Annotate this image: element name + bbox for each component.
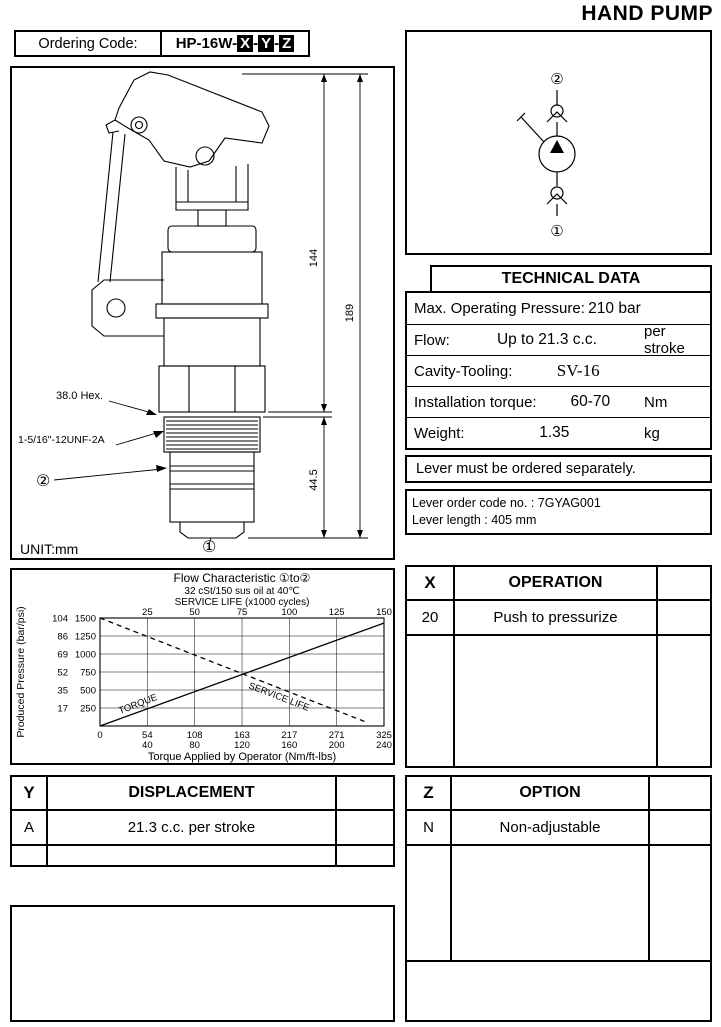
- y-tick-bar: 17: [57, 703, 68, 715]
- y-tick-psi: 500: [80, 685, 96, 697]
- row-label: Cavity-Tooling:: [414, 362, 513, 380]
- operation-side-cell: [656, 567, 710, 599]
- row-unit: per stroke: [644, 323, 685, 357]
- y-tick-bar: 35: [57, 685, 68, 697]
- ordering-dash-2: -: [274, 35, 280, 52]
- row-value: 1.35: [539, 424, 570, 441]
- x-tick-nm: 54: [142, 730, 153, 741]
- x-tick-ftlbs: 160: [281, 740, 298, 751]
- schematic-port1-label: ①: [550, 223, 564, 240]
- displacement-header-row: [12, 777, 393, 811]
- schematic-panel: [405, 30, 712, 255]
- empty-side-cell: [335, 846, 393, 865]
- ordering-code-label: Ordering Code:: [16, 32, 162, 55]
- empty-row: [12, 846, 393, 865]
- table-row: [407, 417, 710, 448]
- ordering-code-prefix: HP-16W-: [175, 35, 238, 52]
- empty-code-cell: [407, 636, 455, 766]
- technical-data-table: [405, 291, 712, 450]
- ordering-code-z: Z: [279, 35, 294, 52]
- operation-row-label: Push to pressurize: [493, 609, 618, 626]
- empty-main-cell: [455, 636, 656, 766]
- ordering-code-y: Y: [258, 35, 274, 52]
- option-table: [405, 775, 712, 1022]
- y-tick-bar: 69: [57, 649, 68, 661]
- hex-callout-label: 38.0 Hex.: [56, 390, 104, 402]
- table-row: [407, 293, 710, 324]
- row-unit: Nm: [644, 393, 668, 411]
- ordering-code-box: [14, 30, 310, 57]
- empty-row: [407, 636, 710, 766]
- x-tick-nm: 217: [281, 730, 298, 741]
- ordering-dash-1: -: [253, 35, 259, 52]
- pump-drawing: [92, 72, 269, 538]
- top-tick-label: 125: [328, 607, 345, 618]
- chart-subtitle: 32 cSt/150 sus oil at 40℃: [184, 586, 300, 597]
- top-tick-label: 75: [236, 607, 248, 618]
- chart-title: Flow Characteristic ①to②: [173, 571, 311, 585]
- option-side-cell: [648, 777, 710, 809]
- top-tick-label: 50: [189, 607, 200, 618]
- drawing-port1-label: ①: [202, 539, 217, 556]
- table-row: [407, 355, 710, 386]
- x-tick-ftlbs: 240: [376, 740, 392, 751]
- row-value: Up to 21.3 c.c.: [496, 331, 597, 348]
- option-row-label: Non-adjustable: [499, 819, 601, 836]
- lever-length: Lever length : 405 mm: [412, 512, 537, 527]
- x-tick-ftlbs: 200: [328, 740, 345, 751]
- technical-data-panel: [405, 265, 712, 535]
- flow-characteristic-panel: [10, 568, 395, 765]
- empty-side-cell: [656, 636, 710, 766]
- table-row: [12, 811, 393, 846]
- page-title: HAND PUMP: [581, 2, 713, 25]
- empty-side-cell: [648, 846, 710, 960]
- y-tick-psi: 250: [80, 703, 96, 715]
- displacement-row-code: A: [12, 811, 48, 844]
- option-header-row: [407, 777, 710, 811]
- row-label: Max. Operating Pressure:: [414, 300, 585, 317]
- row-label: Flow:: [414, 331, 450, 349]
- ordering-code-x: X: [237, 35, 253, 52]
- table-row: [407, 811, 710, 846]
- lever-info-box: [405, 489, 712, 535]
- y-tick-psi: 1500: [74, 613, 96, 625]
- y-axis-label: Produced Pressure (bar/psi): [15, 606, 27, 738]
- empty-main-cell: [48, 846, 335, 865]
- y-tick-psi: 1250: [74, 631, 96, 643]
- unit-label: UNIT:mm: [20, 541, 79, 557]
- hand-pump-symbol: [517, 90, 575, 216]
- table-row: [407, 601, 710, 636]
- thread-callout-label: 1-5/16"-12UNF-2A: [18, 434, 105, 446]
- row-value: 210 bar: [588, 299, 641, 317]
- top-tick-label: 150: [376, 607, 392, 618]
- displacement-title: DISPLACEMENT: [128, 784, 255, 801]
- operation-row-code: 20: [407, 601, 455, 634]
- displacement-side-cell: [335, 777, 393, 809]
- flow-chart-svg: [12, 570, 393, 763]
- empty-panel: [10, 905, 395, 1022]
- option-code-header: Z: [407, 777, 452, 809]
- operation-row-side-cell: [656, 601, 710, 634]
- schematic-svg: [407, 32, 710, 253]
- pump-drawing-svg: [12, 68, 393, 558]
- displacement-row-side-cell: [335, 811, 393, 844]
- row-unit: kg: [644, 424, 660, 442]
- drawing-port2-label: ②: [36, 473, 51, 490]
- x-tick-nm: 271: [328, 730, 345, 741]
- option-row-side-cell: [648, 811, 710, 844]
- y-tick-psi: 750: [80, 667, 96, 679]
- x-tick-ftlbs: 80: [189, 740, 200, 751]
- dim-44-5-label: 44.5: [308, 469, 320, 491]
- dimension-drawing-panel: [10, 66, 395, 560]
- torque-line-label: TORQUE: [117, 692, 159, 717]
- displacement-table: [10, 775, 395, 867]
- row-label: Weight:: [414, 424, 465, 442]
- displacement-row-label: 21.3 c.c. per stroke: [127, 819, 256, 836]
- technical-data-title: TECHNICAL DATA: [430, 265, 712, 293]
- lever-note: Lever must be ordered separately.: [405, 455, 712, 483]
- lever-order-code: Lever order code no. : 7GYAG001: [412, 496, 601, 510]
- displacement-code-header: Y: [12, 777, 48, 809]
- empty-footer-area: [407, 962, 710, 1020]
- option-row-code: N: [407, 811, 452, 844]
- y-tick-bar: 86: [57, 631, 68, 643]
- operation-table: [405, 565, 712, 768]
- row-value: SV-16: [556, 361, 600, 380]
- empty-code-cell: [407, 846, 452, 960]
- schematic-port2-label: ②: [550, 71, 564, 88]
- x-tick-nm: 163: [234, 730, 250, 741]
- top-axis-label: SERVICE LIFE (x1000 cycles): [174, 597, 310, 608]
- x-tick-nm: 108: [186, 730, 203, 741]
- x-tick-nm: 325: [376, 730, 392, 741]
- empty-code-cell: [12, 846, 48, 865]
- y-tick-psi: 1000: [74, 649, 96, 661]
- x-tick-ftlbs: 40: [142, 740, 153, 751]
- service-life-line-label: SERVICE LIFE: [246, 680, 311, 714]
- dim-189-label: 189: [344, 303, 356, 323]
- top-tick-label: 100: [281, 607, 298, 618]
- option-title: OPTION: [519, 784, 581, 801]
- ordering-code-value: [162, 32, 308, 55]
- dimension-lines: [54, 74, 368, 545]
- top-tick-label: 25: [142, 607, 153, 618]
- dim-144-label: 144: [308, 248, 320, 268]
- empty-main-cell: [452, 846, 648, 960]
- x-tick-nm: 0: [97, 730, 103, 741]
- operation-title: OPERATION: [508, 574, 603, 591]
- x-tick-ftlbs: 120: [234, 740, 250, 751]
- row-value: 60-70: [570, 393, 611, 410]
- operation-header-row: [407, 567, 710, 601]
- empty-row: [407, 846, 710, 962]
- y-tick-bar: 104: [52, 613, 68, 625]
- table-row: [407, 324, 710, 355]
- operation-code-header: X: [407, 567, 455, 599]
- y-tick-bar: 52: [57, 667, 68, 679]
- row-label: Installation torque:: [414, 393, 537, 411]
- table-row: [407, 386, 710, 417]
- x-axis-label: Torque Applied by Operator (Nm/ft-lbs): [147, 751, 337, 763]
